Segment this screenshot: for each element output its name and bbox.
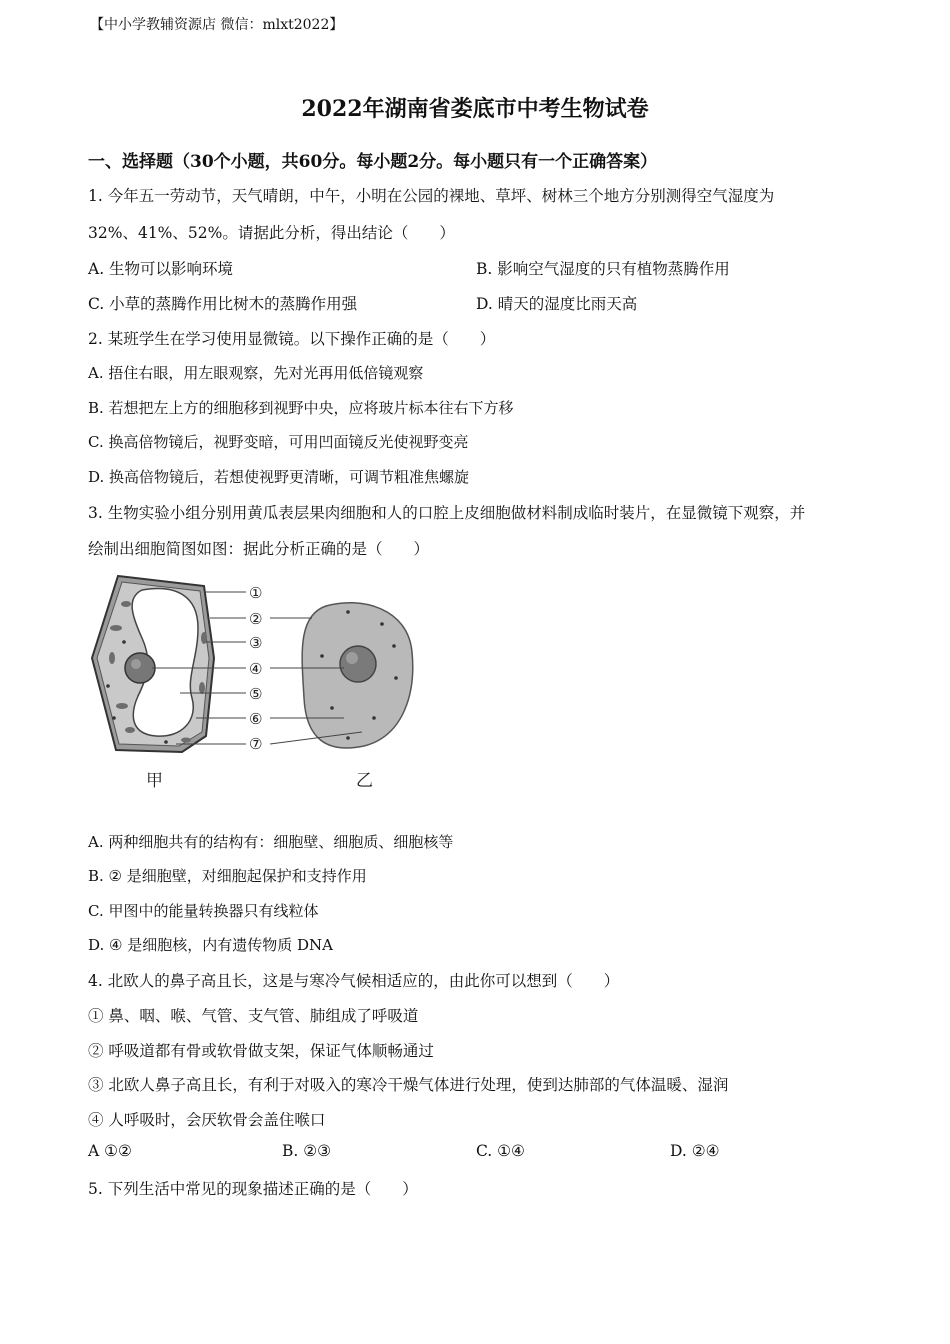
page-header: 【中小学教辅资源店 微信：mlxt2022】	[90, 17, 344, 33]
q1-option-b: B. 影响空气湿度的只有植物蒸腾作用	[476, 260, 730, 278]
q4-option-c: C. ①④	[476, 1142, 525, 1160]
q3-stem-line1: 3. 生物实验小组分别用黄瓜表层果肉细胞和人的口腔上皮细胞做材料制成临时装片，在显微镜下观察，并	[88, 504, 806, 522]
cell-label-yi: 乙	[356, 771, 373, 791]
figure-label-7: ⑦	[249, 735, 263, 753]
q4-statement-1: ① 鼻、咽、喉、气管、支气管、肺组成了呼吸道	[88, 1007, 419, 1025]
q4-stem: 4. 北欧人的鼻子高且长，这是与寒冷气候相适应的，由此你可以想到（ ）	[88, 972, 620, 990]
q4-option-b: B. ②③	[282, 1142, 332, 1160]
q4-option-d: D. ②④	[670, 1142, 720, 1160]
cell-label-jia: 甲	[146, 771, 163, 791]
section-heading: 一、选择题（30个小题，共60分。每小题2分。每小题只有一个正确答案）	[88, 152, 658, 172]
figure-label-6: ⑥	[249, 710, 263, 728]
q4-statement-2: ② 呼吸道都有骨或软骨做支架，保证气体顺畅通过	[88, 1042, 434, 1060]
q4-statement-4: ④ 人呼吸时，会厌软骨会盖住喉口	[88, 1111, 326, 1129]
q1-option-c: C. 小草的蒸腾作用比树木的蒸腾作用强	[88, 295, 358, 313]
figure-label-4: ④	[249, 660, 263, 678]
q1-stem-line1: 1. 今年五一劳动节，天气晴朗，中午，小明在公园的裸地、草坪、树林三个地方分别测得空气湿度为	[88, 187, 775, 205]
q3-option-d: D. ④ 是细胞核，内有遗传物质 DNA	[88, 936, 333, 954]
q3-option-c: C. 甲图中的能量转换器只有线粒体	[88, 902, 319, 920]
q4-statement-3: ③ 北欧人鼻子高且长，有利于对吸入的寒冷干燥气体进行处理，使到达肺部的气体温暖、湿润	[88, 1076, 729, 1094]
q5-stem: 5. 下列生活中常见的现象描述正确的是（ ）	[88, 1180, 418, 1198]
figure-label-5: ⑤	[249, 685, 263, 703]
figure-label-2: ②	[249, 610, 263, 628]
q2-option-c: C. 换高倍物镜后，视野变暗，可用凹面镜反光使视野变亮	[88, 433, 469, 451]
q2-option-b: B. 若想把左上方的细胞移到视野中央，应将玻片标本往右下方移	[88, 399, 514, 417]
q2-stem: 2. 某班学生在学习使用显微镜。以下操作正确的是（ ）	[88, 330, 496, 348]
q2-option-d: D. 换高倍物镜后，若想使视野更清晰，可调节粗准焦螺旋	[88, 468, 470, 486]
q3-stem-line2: 绘制出细胞简图如图：据此分析正确的是（ ）	[88, 540, 430, 558]
q3-option-a: A. 两种细胞共有的结构有：细胞壁、细胞质、细胞核等	[88, 833, 454, 851]
q1-option-a: A. 生物可以影响环境	[88, 260, 234, 278]
plant-cell	[92, 576, 214, 752]
figure-label-3: ③	[249, 634, 263, 652]
q1-option-d: D. 晴天的湿度比雨天高	[476, 295, 638, 313]
cell-diagram	[86, 568, 416, 802]
animal-cell	[302, 603, 413, 748]
figure-label-1: ①	[249, 584, 263, 602]
q4-option-a: A ①②	[88, 1142, 132, 1160]
exam-title: 2022年湖南省娄底市中考生物试卷	[301, 96, 649, 122]
q3-option-b: B. ② 是细胞壁，对细胞起保护和支持作用	[88, 867, 367, 885]
q1-stem-line2: 32%、41%、52%。请据此分析，得出结论（ ）	[88, 224, 455, 242]
q2-option-a: A. 捂住右眼，用左眼观察，先对光再用低倍镜观察	[88, 364, 424, 382]
